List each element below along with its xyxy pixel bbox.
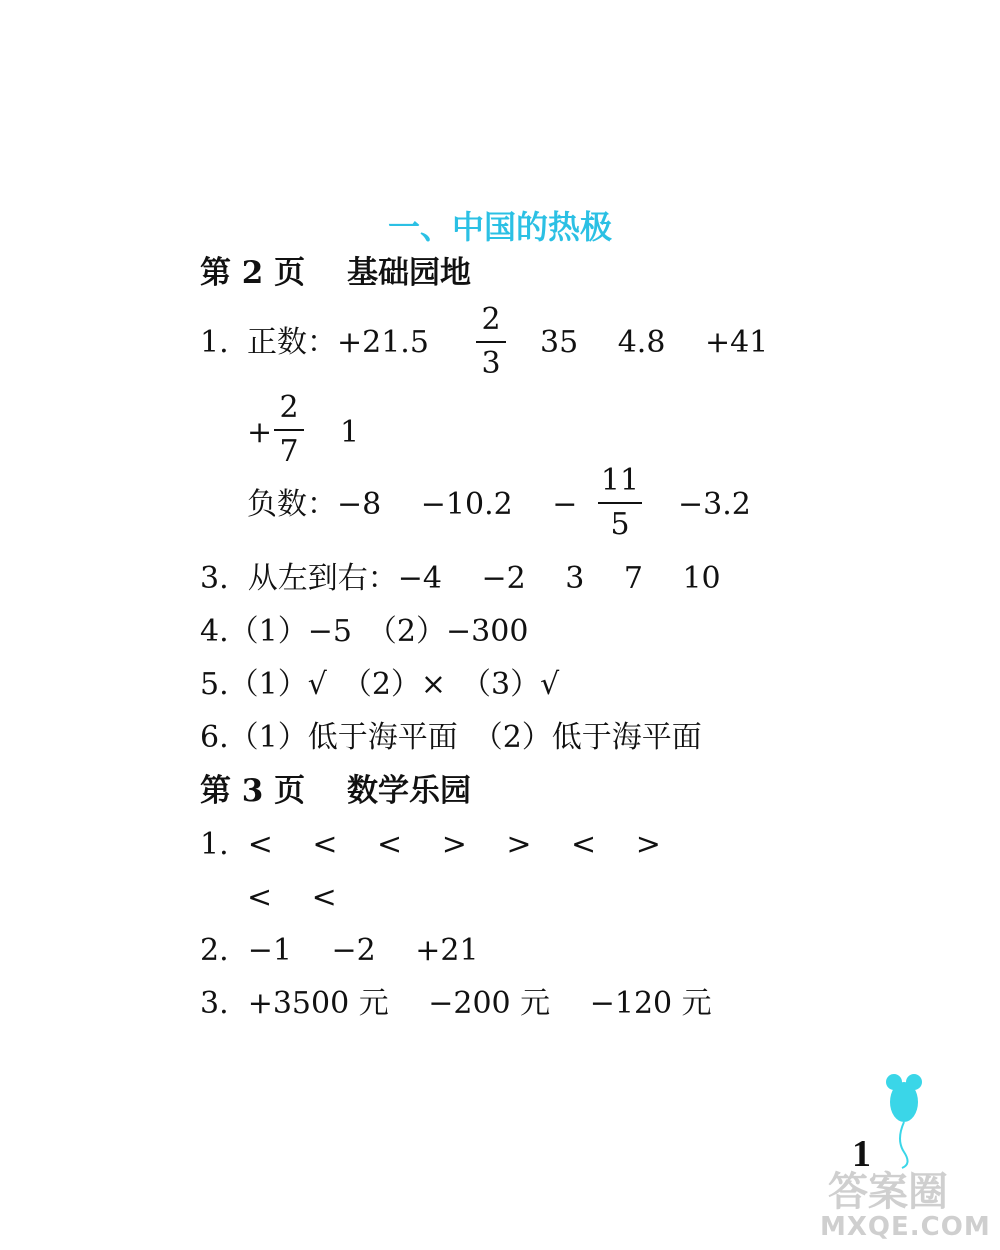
fraction-2-3 — [476, 302, 506, 381]
fraction-numerator: 2 — [481, 302, 501, 337]
fraction-11-5 — [598, 463, 642, 542]
q1-after-fraction: 1 — [340, 415, 360, 450]
q1-label: 1. — [200, 325, 229, 360]
fraction-denominator: 3 — [481, 346, 501, 381]
page-number: 1 — [852, 1133, 871, 1175]
q1-negative-rest: −3.2 — [678, 487, 751, 522]
p3-q1-line1: 1. < < < > > < > — [200, 827, 661, 862]
fraction-bar — [598, 502, 642, 504]
fraction-denominator: 5 — [610, 507, 630, 542]
q1-negative-prefix: 负数：−8 −10.2 − — [247, 487, 578, 522]
fraction-numerator: 11 — [600, 463, 640, 498]
q1-positive-rest: 35 4.8 +41 — [540, 325, 769, 360]
p3-q2-answer: 2. −1 −2 +21 — [200, 933, 479, 968]
fraction-numerator: 2 — [279, 390, 299, 425]
p3-q1-line2: < < — [247, 880, 337, 915]
mouse-mascot-icon — [880, 1070, 930, 1170]
fraction-2-7 — [274, 390, 304, 469]
watermark-logo-text: 答案圈 — [828, 1169, 948, 1215]
chapter-title: 一、中国的热极 — [387, 208, 612, 246]
fraction-bar — [476, 341, 506, 343]
section-heading-page3: 第 3 页 数学乐园 — [200, 773, 471, 809]
p3-q3-answer: 3. +3500 元 −200 元 −120 元 — [200, 986, 712, 1021]
fraction-denominator: 7 — [279, 434, 299, 469]
q5-answer: 5.（1）√ （2）× （3）√ — [200, 667, 560, 702]
q6-answer: 6.（1）低于海平面 （2）低于海平面 — [200, 720, 702, 755]
q4-answer: 4.（1）−5 （2）−300 — [200, 614, 529, 649]
fraction-bar — [274, 429, 304, 431]
q1-positive-prefix: 正数：+21.5 — [247, 325, 429, 360]
q1-plus-sign: + — [247, 415, 273, 450]
section-heading-page2: 第 2 页 基础园地 — [200, 255, 471, 291]
q3-answer: 3. 从左到右：−4 −2 3 7 10 — [200, 561, 721, 596]
watermark-url: MXQE.COM — [820, 1212, 991, 1242]
